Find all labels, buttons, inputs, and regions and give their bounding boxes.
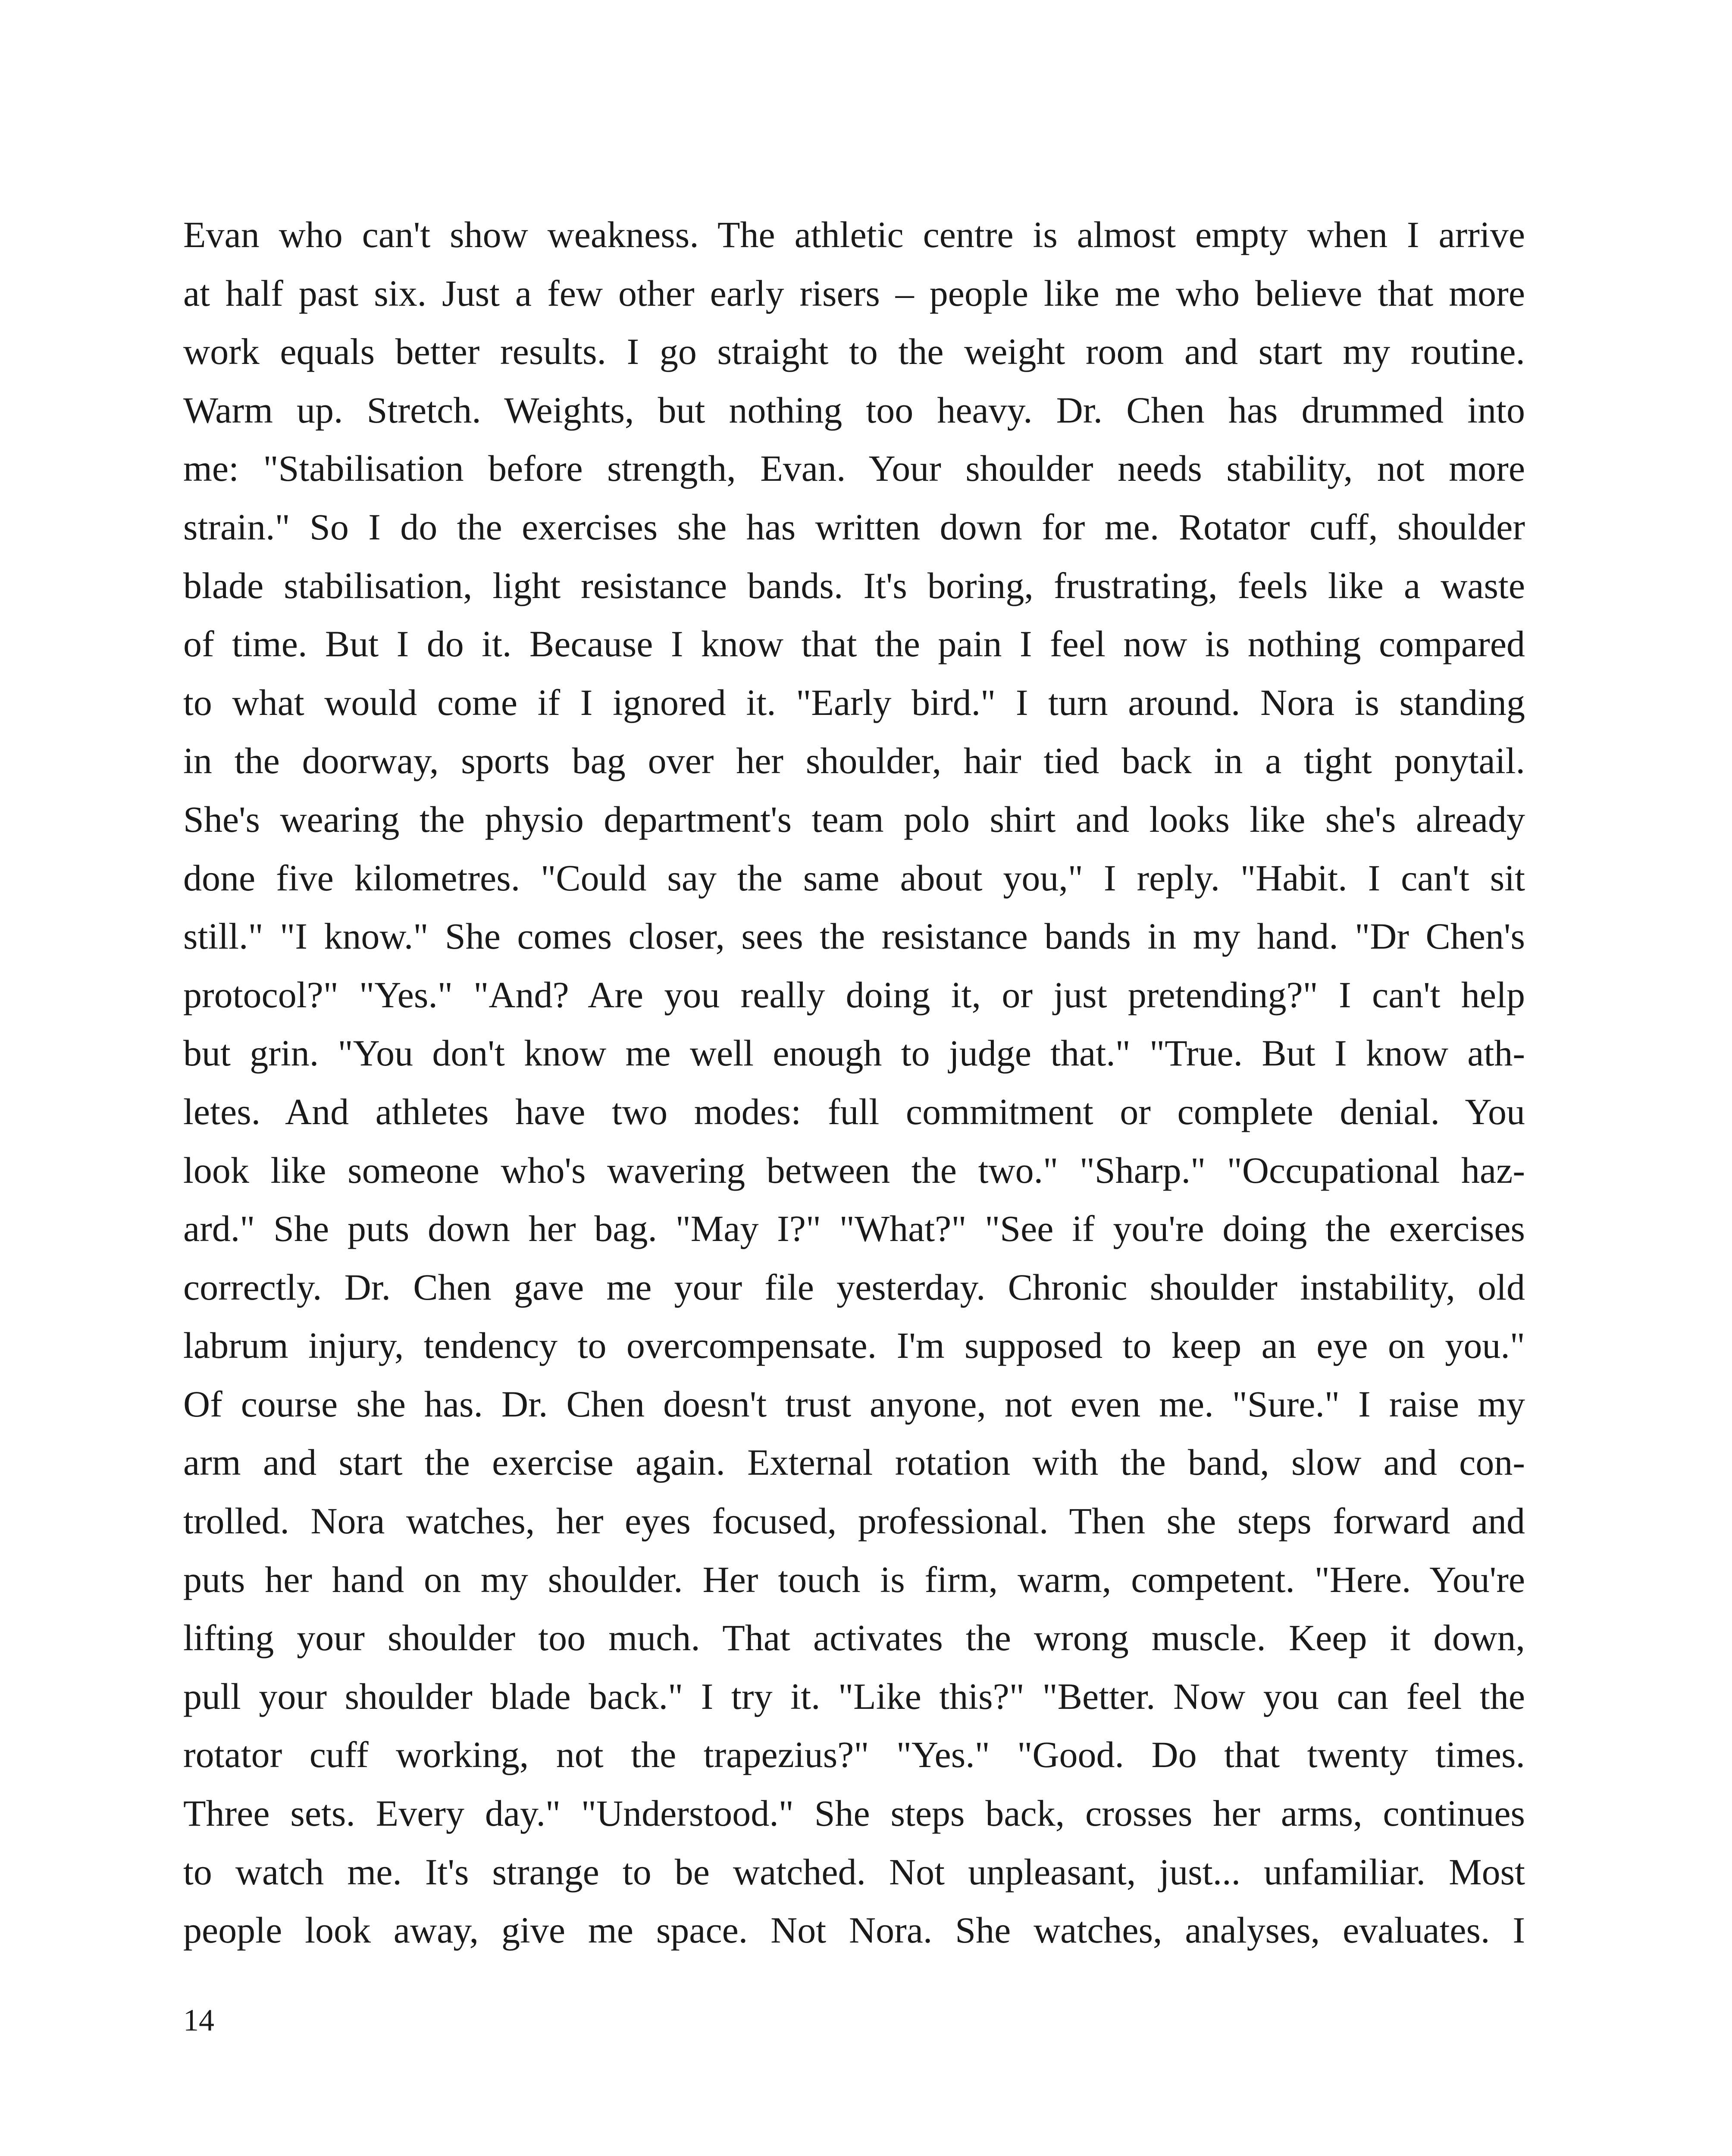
text-line: rotator cuff working, not the trapezius?" "Yes." "Good. Do that twenty times. [183, 1734, 1525, 1776]
text-line: pull your shoulder blade back." I try it. "Like this?" "Better. Now you can feel the [183, 1675, 1525, 1717]
text-line: still." "I know." She comes closer, sees the resistance bands in my hand. "Dr Chen's [183, 915, 1525, 957]
text-line: trolled. Nora watches, her eyes focused, professional. Then she steps forward and [183, 1500, 1525, 1542]
text-line: Evan who can't show weakness. The athletic centre is almost empty when I arrive [183, 214, 1525, 255]
text-line: labrum injury, tendency to overcompensate. I'm supposed to keep an eye on you." [183, 1325, 1525, 1366]
text-line: Of course she has. Dr. Chen doesn't trust anyone, not even me. "Sure." I raise my [183, 1383, 1525, 1425]
text-line: at half past six. Just a few other early risers – people like me who believe that more [183, 272, 1525, 314]
text-line: ard." She puts down her bag. "May I?" "What?" "See if you're doing the exercises [183, 1208, 1525, 1250]
body-text [183, 206, 1525, 1960]
text-line: me: "Stabilisation before strength, Evan. Your shoulder needs stability, not more [183, 448, 1525, 489]
text-line: She's wearing the physio department's team polo shirt and looks like she's already [183, 798, 1525, 840]
text-line: of time. But I do it. Because I know that the pain I feel now is nothing compared [183, 623, 1525, 665]
text-line: but grin. "You don't know me well enough to judge that." "True. But I know ath- [183, 1032, 1525, 1074]
text-line: letes. And athletes have two modes: full commitment or complete denial. You [183, 1091, 1525, 1132]
text-line: done five kilometres. "Could say the same about you," I reply. "Habit. I can't sit [183, 857, 1525, 899]
text-line: Three sets. Every day." "Understood." She steps back, crosses her arms, continues [183, 1792, 1525, 1834]
text-line: to watch me. It's strange to be watched. Not unpleasant, just... unfamiliar. Most [183, 1851, 1525, 1893]
text-line: blade stabilisation, light resistance bands. It's boring, frustrating, feels like a waste [183, 564, 1525, 606]
text-line: strain." So I do the exercises she has written down for me. Rotator cuff, shoulder [183, 506, 1525, 548]
text-line: look like someone who's wavering between the two." "Sharp." "Occupational haz- [183, 1149, 1525, 1191]
text-line: lifting your shoulder too much. That activates the wrong muscle. Keep it down, [183, 1617, 1525, 1659]
text-line: in the doorway, sports bag over her shoulder, hair tied back in a tight ponytail. [183, 740, 1525, 782]
text-line: people look away, give me space. Not Nora. She watches, analyses, evaluates. I [183, 1909, 1525, 1951]
text-line: puts her hand on my shoulder. Her touch is firm, warm, competent. "Here. You're [183, 1558, 1525, 1600]
text-line: Warm up. Stretch. Weights, but nothing too heavy. Dr. Chen has drummed into [183, 389, 1525, 431]
text-line: to what would come if I ignored it. "Early bird." I turn around. Nora is standing [183, 681, 1525, 723]
page-number: 14 [183, 2003, 214, 2037]
text-line: correctly. Dr. Chen gave me your file yesterday. Chronic shoulder instability, old [183, 1266, 1525, 1308]
text-line: protocol?" "Yes." "And? Are you really doing it, or just pretending?" I can't help [183, 974, 1525, 1015]
text-line: work equals better results. I go straight to the weight room and start my routine. [183, 331, 1525, 373]
text-line: arm and start the exercise again. External rotation with the band, slow and con- [183, 1442, 1525, 1483]
